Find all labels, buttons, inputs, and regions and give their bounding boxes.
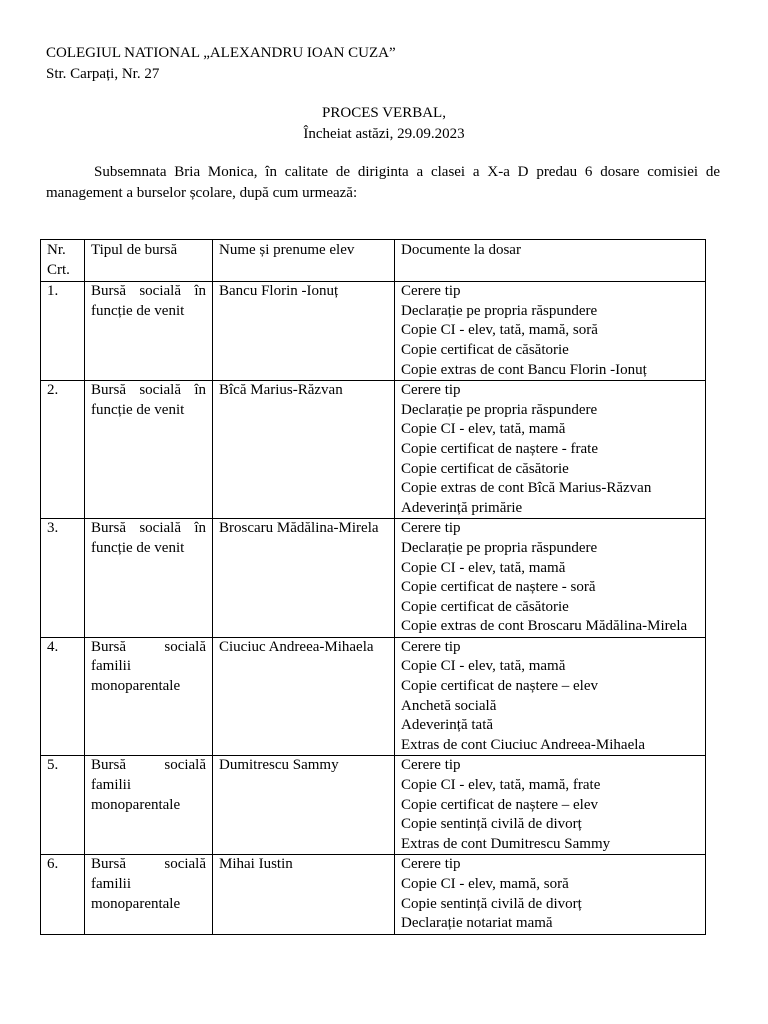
document-item: Extras de cont Dumitrescu Sammy [401,835,611,852]
table-header-row [41,240,706,282]
student-name: Bancu Florin -Ionuț [213,282,395,381]
document-item: Cerere tip [401,757,461,774]
document-item: Anchetă socială [401,697,497,714]
header-nr: Nr. Crt. [41,240,85,282]
table-row [41,637,706,756]
document-item: Cerere tip [401,856,461,873]
document-item: Copie CI - elev, tată, mamă, soră [401,322,598,339]
student-name: Dumitrescu Sammy [213,756,395,855]
document-item: Adeverință primărie [401,499,523,516]
documents-list [395,855,706,934]
scholarship-type: Bursă socială în funcție de venit [85,282,213,381]
document-item: Copie certificat de naștere – elev [401,678,598,695]
document-item: Cerere tip [401,638,461,655]
table-row [41,756,706,855]
document-item: Copie extras de cont Broscaru Mădălina-Mirela [401,618,688,635]
row-number: 5. [41,756,85,855]
document-header [46,43,396,85]
row-number: 1. [41,282,85,381]
document-item: Copie certificat de naștere - soră [401,579,596,596]
row-number: 4. [41,637,85,756]
document-item: Copie extras de cont Bîcă Marius-Răzvan [401,480,652,497]
row-number: 6. [41,855,85,934]
student-name: Broscaru Mădălina-Mirela [213,519,395,638]
documents-list [395,637,706,756]
table-row [41,519,706,638]
student-name: Bîcă Marius-Răzvan [213,381,395,519]
document-item: Copie sentință civilă de divorț [401,816,582,833]
document-date-line: Încheiat astăzi, 29.09.2023 [303,126,465,142]
document-title-block [0,103,768,145]
scholarship-type: Bursă socială în funcție de venit [85,519,213,638]
row-number: 3. [41,519,85,638]
document-item: Copie CI - elev, mamă, soră [401,876,569,892]
document-item: Copie sentință civilă de divorț [401,895,582,912]
header-name: Nume și prenume elev [213,240,395,282]
document-item: Copie certificat de căsătorie [401,460,569,477]
documents-list [395,282,706,381]
document-item: Declarație notariat mamă [401,915,553,932]
scholarship-type: Bursă socială familii monoparentale [85,756,213,855]
institution-name: COLEGIUL NATIONAL „ALEXANDRU IOAN CUZA” [46,45,396,61]
document-item: Copie CI - elev, tată, mamă, frate [401,777,601,794]
document-item: Copie CI - elev, tată, mamă [401,559,566,576]
document-item: Copie certificat de căsătorie [401,341,569,358]
document-item: Cerere tip [401,520,461,537]
student-name: Mihai Iustin [213,855,395,934]
dossier-table [40,239,706,935]
document-item: Adeverință tată [401,717,494,734]
scholarship-type: Bursă socială familii monoparentale [85,637,213,756]
student-name: Ciuciuc Andreea-Mihaela [213,637,395,756]
document-title: PROCES VERBAL, [322,105,446,121]
institution-address: Str. Carpați, Nr. 27 [46,66,160,82]
table-row [41,855,706,934]
documents-list [395,756,706,855]
document-item: Cerere tip [401,382,461,399]
document-item: Copie extras de cont Bancu Florin -Ionuț [401,361,647,378]
scholarship-type: Bursă socială familii monoparentale [85,855,213,934]
scholarship-type: Bursă socială în funcție de venit [85,381,213,519]
documents-list [395,519,706,638]
document-item: Copie certificat de naștere – elev [401,796,598,813]
table-row [41,282,706,381]
document-item: Copie certificat de căsătorie [401,598,569,615]
document-item: Declarație pe propria răspundere [401,539,598,556]
document-item: Copie CI - elev, tată, mamă [401,658,566,675]
documents-list [395,381,706,519]
header-type: Tipul de bursă [85,240,213,282]
row-number: 2. [41,381,85,519]
document-item: Cerere tip [401,283,461,300]
header-documents: Documente la dosar [395,240,706,282]
intro-paragraph: Subsemnata Bria Monica, în calitate de diriginta a clasei a X-a D predau 6 dosare comisiei de management a burselor școlare, după cum urmează: [46,164,720,201]
table-body [41,282,706,935]
document-item: Copie certificat de naștere - frate [401,440,598,457]
table-row [41,381,706,519]
document-item: Declarație pe propria răspundere [401,401,598,418]
document-item: Copie CI - elev, tată, mamă [401,421,566,438]
document-item: Declarație pe propria răspundere [401,302,598,319]
document-item: Extras de cont Ciuciuc Andreea-Mihaela [401,736,646,753]
